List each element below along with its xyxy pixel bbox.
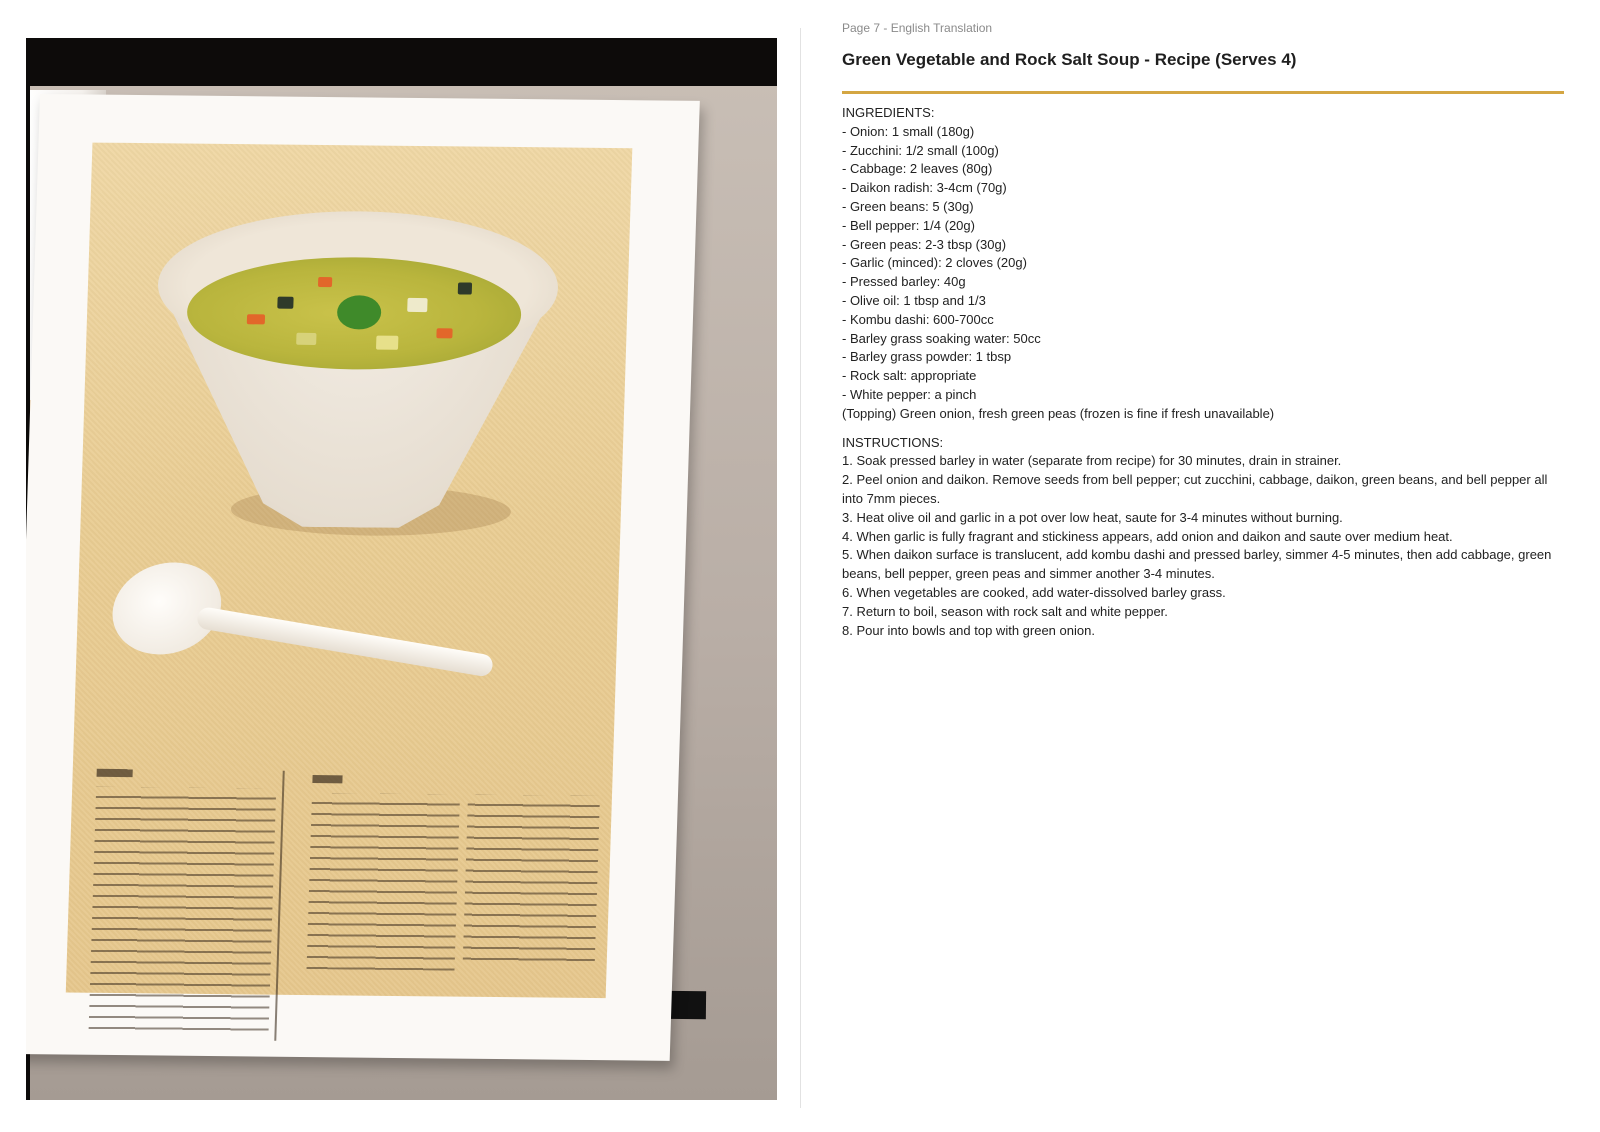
cabbage-piece [376,336,398,350]
ingredient-item: - Garlic (minced): 2 cloves (20g) [842,255,1027,271]
page-title: Green Vegetable and Rock Salt Soup - Recipe (Serves 4) [842,50,1297,69]
ingredients-heading: INGREDIENTS: [842,105,935,120]
jp-ingredient-list [89,787,277,1035]
instruction-step: 2. Peel onion and daikon. Remove seeds from bell pepper; cut zucchini, cabbage, daikon, green beans, and bell pepper all into 7mm pieces. [842,472,1548,506]
instruction-step: 7. Return to boil, season with rock salt and white pepper. [842,603,1168,619]
ingredient-item: - Pressed barley: 40g [842,274,966,290]
zucchini-piece [277,297,293,309]
instructions-heading: INSTRUCTIONS: [842,434,944,450]
zucchini-piece [458,282,472,294]
instruction-step: 5. When daikon surface is translucent, add kombu dashi and pressed barley, simmer 4-5 minutes, then add cabbage, green beans, bell pepper, green peas and simmer another 3-4 minutes. [842,547,1552,582]
jp-ingredients-heading [97,769,133,777]
instruction-step: 1. Soak pressed barley in water (separate from recipe) for 30 minutes, drain in strainer. [842,453,1342,469]
carrot-piece [318,277,332,287]
recipe-content [842,104,1564,640]
ingredient-item: - Olive oil: 1 tbsp and 1/3 [842,292,986,308]
jp-method-column-2 [463,795,600,966]
green-onion-topping [337,295,382,329]
soup-photo [66,143,633,999]
ingredient-item: - White pepper: a pinch [842,386,977,402]
ingredient-item: - Barley grass soaking water: 50cc [842,330,1041,346]
ingredient-item: - Cabbage: 2 leaves (80g) [842,161,993,177]
instruction-step: 4. When garlic is fully fragrant and stickiness appears, add onion and daikon and saute over medium heat. [842,528,1453,544]
instruction-step: 3. Heat olive oil and garlic in a pot over low heat, saute for 3-4 minutes without burning. [842,509,1343,525]
scan-border-top [26,38,777,86]
page-label: Page 7 - English Translation [842,21,993,35]
book-page [26,94,700,1061]
page-divider [800,28,801,1108]
ingredient-item: - Zucchini: 1/2 small (100g) [842,142,999,158]
carrot-piece [247,314,265,324]
ingredient-item: - Onion: 1 small (180g) [842,123,975,139]
instructions-list [842,452,1564,640]
ingredient-item: - Bell pepper: 1/4 (20g) [842,217,975,233]
ingredient-item: - Green peas: 2-3 tbsp (30g) [842,236,1007,252]
cabbage-piece [296,333,316,345]
carrot-piece [436,328,452,338]
instruction-step: 8. Pour into bowls and top with green onion. [842,622,1095,638]
ingredients-list [842,123,1564,424]
jp-method-heading [312,775,342,783]
daikon-piece [407,298,427,312]
scanned-recipe-page-image [26,38,777,1100]
title-underline [842,91,1564,94]
ingredient-item: - Green beans: 5 (30g) [842,198,974,214]
ingredient-item: - Kombu dashi: 600-700cc [842,311,994,327]
ingredient-item: - Barley grass powder: 1 tbsp [842,349,1012,365]
spoon-handle [196,606,495,678]
ingredient-item: - Daikon radish: 3-4cm (70g) [842,180,1007,196]
jp-method-column-1 [307,793,460,971]
jp-column-divider [274,771,284,1041]
ingredient-item: - Rock salt: appropriate [842,368,977,384]
topping-note: (Topping) Green onion, fresh green peas (frozen is fine if fresh unavailable) [842,405,1275,421]
instruction-step: 6. When vegetables are cooked, add water-dissolved barley grass. [842,584,1226,600]
